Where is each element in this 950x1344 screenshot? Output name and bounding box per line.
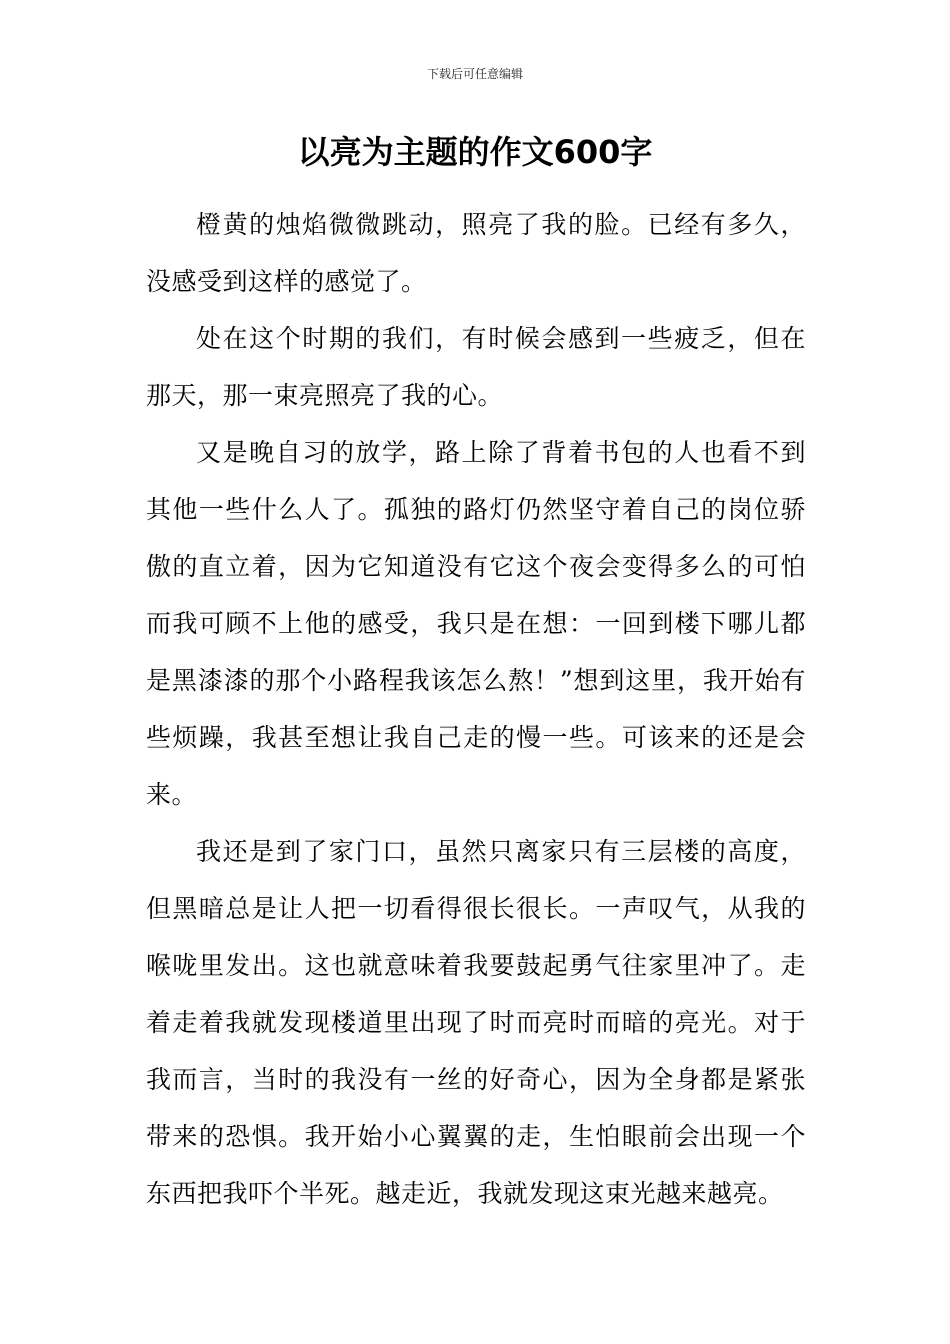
paragraph-1: 橙黄的烛焰微微跳动，照亮了我的脸。已经有多久，没感受到这样的感觉了。 xyxy=(146,210,806,296)
page-title: 以亮为主题的作文600字 xyxy=(297,133,653,171)
paragraph-2: 处在这个时期的我们，有时候会感到一些疲乏，但在那天，那一束亮照亮了我的心。 xyxy=(146,324,806,410)
header-note: 下载后可任意编辑 xyxy=(426,67,523,81)
paragraph-4: 我还是到了家门口，虽然只离家只有三层楼的高度，但黑暗总是让人把一切看得很长很长。一声叹气，从我的喉咙里发出。这也就意味着我要鼓起勇气往家里冲了。走着走着我就发现楼道里出现了时而亮时而暗的亮光。对于我而言，当时的我没有一丝的好奇心，因为全身都是紧张带来的恐惧。我开始小心翼翼的走，生怕眼前会出现一个东西把我吓个半死。越走近，我就发现这束光越来越亮。 xyxy=(146,837,806,1208)
essay-body xyxy=(146,196,806,1222)
paragraph-3: 又是晚自习的放学，路上除了背着书包的人也看不到其他一些什么人了。孤独的路灯仍然坚守着自己的岗位骄傲的直立着，因为它知道没有它这个夜会变得多么的可怕而我可顾不上他的感受，我只是在想：一回到楼下哪儿都是黑漆漆的那个小路程我该怎么熬！”想到这里，我开始有些烦躁，我甚至想让我自己走的慢一些。可该来的还是会来。 xyxy=(146,438,806,809)
